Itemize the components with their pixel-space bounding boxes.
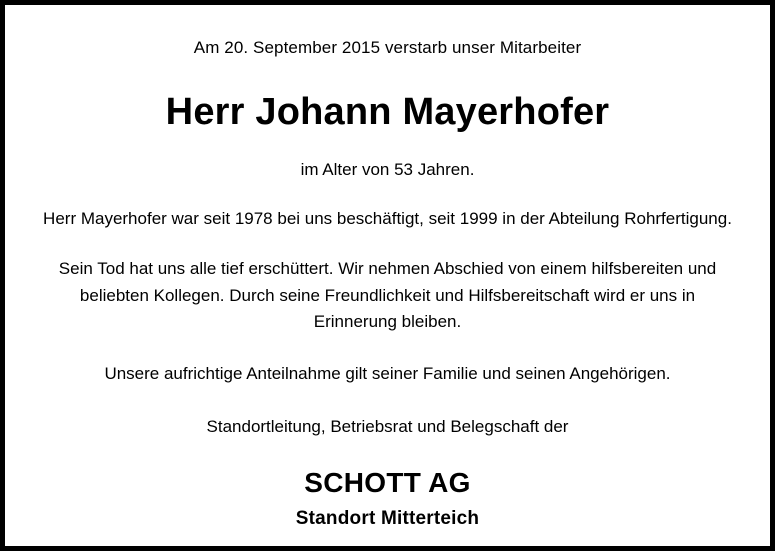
deceased-name: Herr Johann Mayerhofer: [165, 90, 610, 133]
age-line: im Alter von 53 Jahren.: [300, 159, 475, 179]
paragraph-condolence: Unsere aufrichtige Anteilnahme gilt seiner Familie und seinen Angehörigen.: [104, 364, 671, 384]
paragraph-tribute: Sein Tod hat uns alle tief erschüttert. Wir nehmen Abschied von einem hilfsbereiten und beliebten Kollegen. Durch seine Freundlichkeit und Hilfsbereitschaft wird er uns in Erinnerung bleiben.: [58, 259, 717, 331]
company-location: Standort Mitterteich: [295, 508, 480, 529]
paragraph-signatories: Standortleitung, Betriebsrat und Belegschaft der: [206, 416, 569, 436]
company-name: SCHOTT AG: [304, 467, 471, 498]
intro-line: Am 20. September 2015 verstarb unser Mitarbeiter: [193, 38, 582, 57]
paragraph-employment: Herr Mayerhofer war seit 1978 bei uns beschäftigt, seit 1999 in der Abteilung Rohrfertigung.: [43, 208, 732, 228]
